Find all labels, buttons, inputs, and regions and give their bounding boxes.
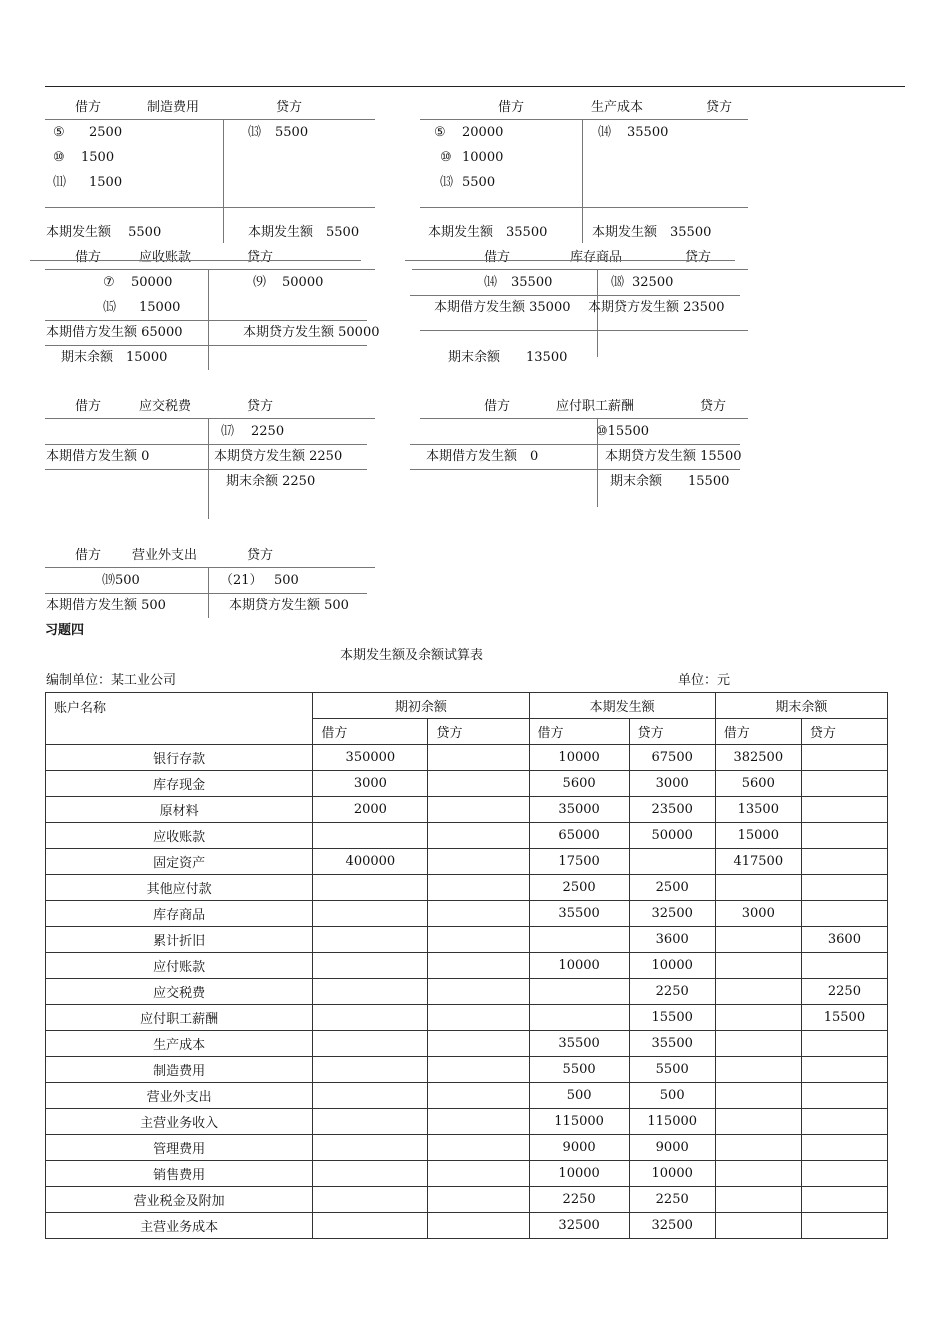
- entry-no: ⑤: [53, 125, 65, 140]
- ending-debit-cell: 382500: [715, 745, 801, 771]
- opening-debit-cell: [313, 1031, 428, 1057]
- account-name-cell: 应付账款: [46, 953, 313, 979]
- credit-header: 贷方: [706, 100, 733, 115]
- period-debit-cell: 2500: [529, 875, 629, 901]
- entry-amount: 15000: [139, 300, 181, 315]
- ending-balance: 期末余额 15500: [610, 474, 730, 489]
- t-top-line: [420, 418, 748, 419]
- period-credit-cell: 35500: [629, 1031, 715, 1057]
- opening-credit-cell: [428, 1187, 529, 1213]
- period-credit-cell: 15500: [629, 1005, 715, 1031]
- period-debit-cell: 10000: [529, 745, 629, 771]
- ending-balance: 期末余额 2250: [226, 474, 316, 489]
- opening-debit-cell: [313, 979, 428, 1005]
- period-debit-cell: 17500: [529, 849, 629, 875]
- t-top-line: [45, 119, 375, 120]
- t-total-line: [410, 469, 740, 470]
- entry-no: ⑾: [53, 175, 67, 190]
- opening-credit-cell: [428, 1031, 529, 1057]
- ending-credit-cell: [801, 1135, 887, 1161]
- table-row: [46, 901, 888, 927]
- period-debit-cell: 35500: [529, 901, 629, 927]
- t-total-line: [45, 345, 367, 346]
- account-name-cell: 生产成本: [46, 1031, 313, 1057]
- header-debit: 借方: [715, 719, 801, 745]
- table-header-row: [46, 693, 888, 719]
- ending-credit-cell: [801, 1187, 887, 1213]
- opening-debit-cell: 3000: [313, 771, 428, 797]
- opening-debit-cell: [313, 953, 428, 979]
- header-debit: 借方: [313, 719, 428, 745]
- opening-debit-cell: [313, 1213, 428, 1239]
- opening-credit-cell: [428, 953, 529, 979]
- debit-total: 本期发生额 5500: [46, 225, 162, 240]
- period-credit-cell: 5500: [629, 1057, 715, 1083]
- opening-credit-cell: [428, 1161, 529, 1187]
- t-top-line: [45, 567, 375, 568]
- entry-amount: 2500: [89, 125, 123, 140]
- period-credit-cell: 2250: [629, 979, 715, 1005]
- credit-header: 贷方: [685, 250, 712, 265]
- opening-credit-cell: [428, 1005, 529, 1031]
- opening-credit-cell: [428, 901, 529, 927]
- debit-header: 借方: [498, 100, 525, 115]
- period-credit-cell: 32500: [629, 901, 715, 927]
- section-title: 习题四: [45, 623, 85, 638]
- entry-amount: 500: [274, 573, 299, 588]
- period-credit-cell: 3000: [629, 771, 715, 797]
- opening-credit-cell: [428, 1083, 529, 1109]
- top-rule: [45, 86, 905, 87]
- opening-debit-cell: 400000: [313, 849, 428, 875]
- account-name-cell: 原材料: [46, 797, 313, 823]
- ending-credit-cell: [801, 875, 887, 901]
- period-credit-cell: 2500: [629, 875, 715, 901]
- t-total-line: [45, 207, 375, 208]
- t-total-line: [420, 330, 748, 331]
- compiling-unit: 编制单位：某工业公司: [46, 673, 177, 688]
- header-credit: 贷方: [801, 719, 887, 745]
- opening-credit-cell: [428, 797, 529, 823]
- period-debit-cell: 65000: [529, 823, 629, 849]
- ending-debit-cell: [715, 1031, 801, 1057]
- period-debit-cell: 35500: [529, 1031, 629, 1057]
- opening-credit-cell: [428, 745, 529, 771]
- period-credit-cell: 115000: [629, 1109, 715, 1135]
- period-credit-cell: 10000: [629, 953, 715, 979]
- ending-debit-cell: [715, 1187, 801, 1213]
- opening-debit-cell: [313, 823, 428, 849]
- entry-no: ⒅: [611, 275, 625, 290]
- ending-credit-cell: [801, 797, 887, 823]
- opening-credit-cell: [428, 1213, 529, 1239]
- account-name-cell: 其他应付款: [46, 875, 313, 901]
- table-row: [46, 1187, 888, 1213]
- account-name-cell: 制造费用: [46, 1057, 313, 1083]
- period-debit-cell: 10000: [529, 1161, 629, 1187]
- account-name-cell: 应交税费: [46, 979, 313, 1005]
- debit-header: 借方: [75, 399, 102, 414]
- t-top-line: [45, 418, 375, 419]
- debit-header: 借方: [484, 399, 511, 414]
- account-name: 营业外支出: [132, 548, 198, 563]
- credit-total: 本期贷方发生额 23500: [588, 300, 725, 315]
- header-period-amount: 本期发生额: [529, 693, 715, 719]
- opening-credit-cell: [428, 1135, 529, 1161]
- opening-debit-cell: [313, 1187, 428, 1213]
- opening-credit-cell: [428, 979, 529, 1005]
- credit-total: 本期贷方发生额 50000: [243, 325, 380, 340]
- account-name-cell: 营业外支出: [46, 1083, 313, 1109]
- t-top-line: [420, 119, 748, 120]
- entry-amount: 35500: [627, 125, 669, 140]
- t-total-line: [410, 444, 740, 445]
- opening-debit-cell: [313, 901, 428, 927]
- entry-amount: 50000: [131, 275, 173, 290]
- period-debit-cell: 35000: [529, 797, 629, 823]
- account-name: 应付职工薪酬: [556, 399, 635, 414]
- opening-debit-cell: [313, 1083, 428, 1109]
- opening-credit-cell: [428, 1057, 529, 1083]
- ending-balance: 期末余额 13500: [448, 350, 568, 365]
- opening-debit-cell: [313, 1005, 428, 1031]
- account-name-cell: 销售费用: [46, 1161, 313, 1187]
- credit-header: 贷方: [276, 100, 303, 115]
- opening-debit-cell: [313, 1109, 428, 1135]
- credit-header: 贷方: [247, 250, 274, 265]
- trial-balance-table: [45, 692, 888, 1239]
- account-name-cell: 累计折旧: [46, 927, 313, 953]
- account-name-cell: 应付职工薪酬: [46, 1005, 313, 1031]
- ending-credit-cell: [801, 1161, 887, 1187]
- entry-no: ⑤: [434, 125, 446, 140]
- ending-credit-cell: [801, 745, 887, 771]
- debit-total: 本期借方发生额 500: [46, 598, 166, 613]
- period-debit-cell: [529, 927, 629, 953]
- entry-amount: 32500: [632, 275, 674, 290]
- opening-debit-cell: [313, 1161, 428, 1187]
- account-name-cell: 固定资产: [46, 849, 313, 875]
- t-center-line: [223, 120, 224, 243]
- ending-credit-cell: [801, 823, 887, 849]
- account-name-cell: 应收账款: [46, 823, 313, 849]
- ending-debit-cell: [715, 1161, 801, 1187]
- opening-credit-cell: [428, 823, 529, 849]
- debit-header: 借方: [75, 250, 102, 265]
- entry-amount: 5500: [275, 125, 309, 140]
- table-row: [46, 953, 888, 979]
- debit-total: 本期发生额 35500: [428, 225, 548, 240]
- table-row: [46, 1161, 888, 1187]
- table-row: [46, 1109, 888, 1135]
- entry-no: ⑦: [103, 275, 115, 290]
- t-top-line: [405, 260, 735, 261]
- period-debit-cell: 10000: [529, 953, 629, 979]
- account-name-cell: 库存商品: [46, 901, 313, 927]
- entry-no: ⑩: [440, 150, 452, 165]
- t-total-line: [45, 320, 367, 321]
- opening-credit-cell: [428, 849, 529, 875]
- ending-debit-cell: [715, 1083, 801, 1109]
- header-debit: 借方: [529, 719, 629, 745]
- ending-balance: 期末余额 15000: [61, 350, 168, 365]
- table-row: [46, 797, 888, 823]
- ending-credit-cell: [801, 1083, 887, 1109]
- ending-debit-cell: [715, 1135, 801, 1161]
- credit-header: 贷方: [247, 548, 274, 563]
- account-name: 应收账款: [139, 250, 192, 265]
- header-credit: 贷方: [629, 719, 715, 745]
- account-name-cell: 库存现金: [46, 771, 313, 797]
- table-row: [46, 875, 888, 901]
- debit-total: 本期借方发生额 0: [46, 449, 150, 464]
- period-debit-cell: 5600: [529, 771, 629, 797]
- t-total-line: [45, 469, 367, 470]
- entry-amount: 50000: [282, 275, 324, 290]
- credit-total: 本期贷方发生额 500: [229, 598, 349, 613]
- ending-credit-cell: [801, 953, 887, 979]
- period-credit-cell: 3600: [629, 927, 715, 953]
- table-title: 本期发生额及余额试算表: [340, 648, 484, 663]
- entry-no: ⒂: [103, 300, 117, 315]
- credit-header: 贷方: [247, 399, 274, 414]
- credit-total: 本期贷方发生额 2250: [214, 449, 343, 464]
- ending-debit-cell: 5600: [715, 771, 801, 797]
- period-credit-cell: 500: [629, 1083, 715, 1109]
- period-credit-cell: 10000: [629, 1161, 715, 1187]
- entry-no: ⒀: [440, 175, 454, 190]
- opening-debit-cell: 350000: [313, 745, 428, 771]
- ending-credit-cell: [801, 849, 887, 875]
- credit-header: 贷方: [700, 399, 727, 414]
- ending-debit-cell: 15000: [715, 823, 801, 849]
- header-account-name: 账户名称: [46, 693, 313, 745]
- ending-debit-cell: [715, 979, 801, 1005]
- account-name-cell: 主营业务成本: [46, 1213, 313, 1239]
- ending-debit-cell: 417500: [715, 849, 801, 875]
- ending-credit-cell: [801, 771, 887, 797]
- period-debit-cell: 9000: [529, 1135, 629, 1161]
- opening-credit-cell: [428, 927, 529, 953]
- ending-credit-cell: [801, 1109, 887, 1135]
- entry-no: ⒄: [221, 424, 235, 439]
- table-row: [46, 1031, 888, 1057]
- period-credit-cell: 9000: [629, 1135, 715, 1161]
- ending-debit-cell: [715, 875, 801, 901]
- debit-total: 本期借方发生额 65000: [46, 325, 183, 340]
- ending-credit-cell: [801, 1057, 887, 1083]
- account-name: 应交税费: [139, 399, 192, 414]
- t-total-line: [410, 295, 740, 296]
- ending-debit-cell: [715, 1109, 801, 1135]
- ending-debit-cell: [715, 927, 801, 953]
- period-debit-cell: 2250: [529, 1187, 629, 1213]
- opening-debit-cell: [313, 927, 428, 953]
- period-credit-cell: 2250: [629, 1187, 715, 1213]
- table-row: [46, 1083, 888, 1109]
- debit-header: 借方: [75, 100, 102, 115]
- entry-amount: 20000: [462, 125, 504, 140]
- account-name-cell: 管理费用: [46, 1135, 313, 1161]
- t-center-line: [582, 120, 583, 243]
- t-total-line: [45, 444, 367, 445]
- opening-debit-cell: 2000: [313, 797, 428, 823]
- entry-amount: 1500: [81, 150, 115, 165]
- account-name-cell: 银行存款: [46, 745, 313, 771]
- entry-no: ⑩: [53, 150, 65, 165]
- entry-amount: ⑩15500: [596, 424, 650, 439]
- period-debit-cell: 32500: [529, 1213, 629, 1239]
- entry-amount: ⒆500: [102, 573, 140, 588]
- period-debit-cell: [529, 979, 629, 1005]
- table-row: [46, 927, 888, 953]
- table-row: [46, 1057, 888, 1083]
- table-row: [46, 745, 888, 771]
- table-row: [46, 823, 888, 849]
- entry-no: ⒁: [484, 275, 498, 290]
- currency-unit: 单位：元: [678, 673, 731, 688]
- entry-no: ⒁: [598, 125, 612, 140]
- entry-no: （21）: [220, 573, 263, 588]
- opening-debit-cell: [313, 1057, 428, 1083]
- entry-amount: 1500: [89, 175, 123, 190]
- debit-total: 本期借方发生额 35000: [434, 300, 571, 315]
- table-row: [46, 1005, 888, 1031]
- debit-header: 借方: [75, 548, 102, 563]
- ending-debit-cell: [715, 1057, 801, 1083]
- ending-credit-cell: [801, 1213, 887, 1239]
- table-row: [46, 849, 888, 875]
- ending-debit-cell: [715, 1005, 801, 1031]
- table-row: [46, 771, 888, 797]
- debit-header: 借方: [484, 250, 511, 265]
- table-row: [46, 1135, 888, 1161]
- entry-no: ⑼: [253, 275, 267, 290]
- credit-total: 本期贷方发生额 15500: [605, 449, 742, 464]
- entry-amount: 10000: [462, 150, 504, 165]
- period-credit-cell: 23500: [629, 797, 715, 823]
- period-debit-cell: 115000: [529, 1109, 629, 1135]
- t-top-line: [30, 260, 361, 261]
- account-name-cell: 主营业务收入: [46, 1109, 313, 1135]
- account-name: 制造费用: [147, 100, 200, 115]
- period-credit-cell: 67500: [629, 745, 715, 771]
- ending-credit-cell: 15500: [801, 1005, 887, 1031]
- t-header-line: [412, 269, 748, 270]
- ending-debit-cell: [715, 953, 801, 979]
- table-row: [46, 979, 888, 1005]
- t-total-line: [45, 593, 367, 594]
- ending-debit-cell: 13500: [715, 797, 801, 823]
- opening-credit-cell: [428, 771, 529, 797]
- header-ending-balance: 期末余额: [715, 693, 887, 719]
- ending-credit-cell: 2250: [801, 979, 887, 1005]
- period-credit-cell: 50000: [629, 823, 715, 849]
- credit-total: 本期发生额 35500: [592, 225, 712, 240]
- ending-credit-cell: [801, 1031, 887, 1057]
- period-debit-cell: 5500: [529, 1057, 629, 1083]
- entry-amount: 2250: [251, 424, 285, 439]
- period-debit-cell: [529, 1005, 629, 1031]
- opening-credit-cell: [428, 875, 529, 901]
- account-name: 库存商品: [570, 250, 623, 265]
- table-row: [46, 1213, 888, 1239]
- debit-total: 本期借方发生额 0: [426, 449, 539, 464]
- opening-debit-cell: [313, 875, 428, 901]
- ending-debit-cell: 3000: [715, 901, 801, 927]
- entry-amount: 35500: [511, 275, 553, 290]
- ending-credit-cell: 3600: [801, 927, 887, 953]
- period-debit-cell: 500: [529, 1083, 629, 1109]
- account-name-cell: 营业税金及附加: [46, 1187, 313, 1213]
- credit-total: 本期发生额 5500: [248, 225, 360, 240]
- header-credit: 贷方: [428, 719, 529, 745]
- period-credit-cell: [629, 849, 715, 875]
- t-total-line: [420, 207, 748, 208]
- ending-credit-cell: [801, 901, 887, 927]
- t-header-line: [45, 269, 375, 270]
- period-credit-cell: 32500: [629, 1213, 715, 1239]
- entry-amount: 5500: [462, 175, 496, 190]
- opening-credit-cell: [428, 1109, 529, 1135]
- account-name: 生产成本: [591, 100, 644, 115]
- header-opening-balance: 期初余额: [313, 693, 529, 719]
- ending-debit-cell: [715, 1213, 801, 1239]
- entry-no: ⒀: [248, 125, 262, 140]
- opening-debit-cell: [313, 1135, 428, 1161]
